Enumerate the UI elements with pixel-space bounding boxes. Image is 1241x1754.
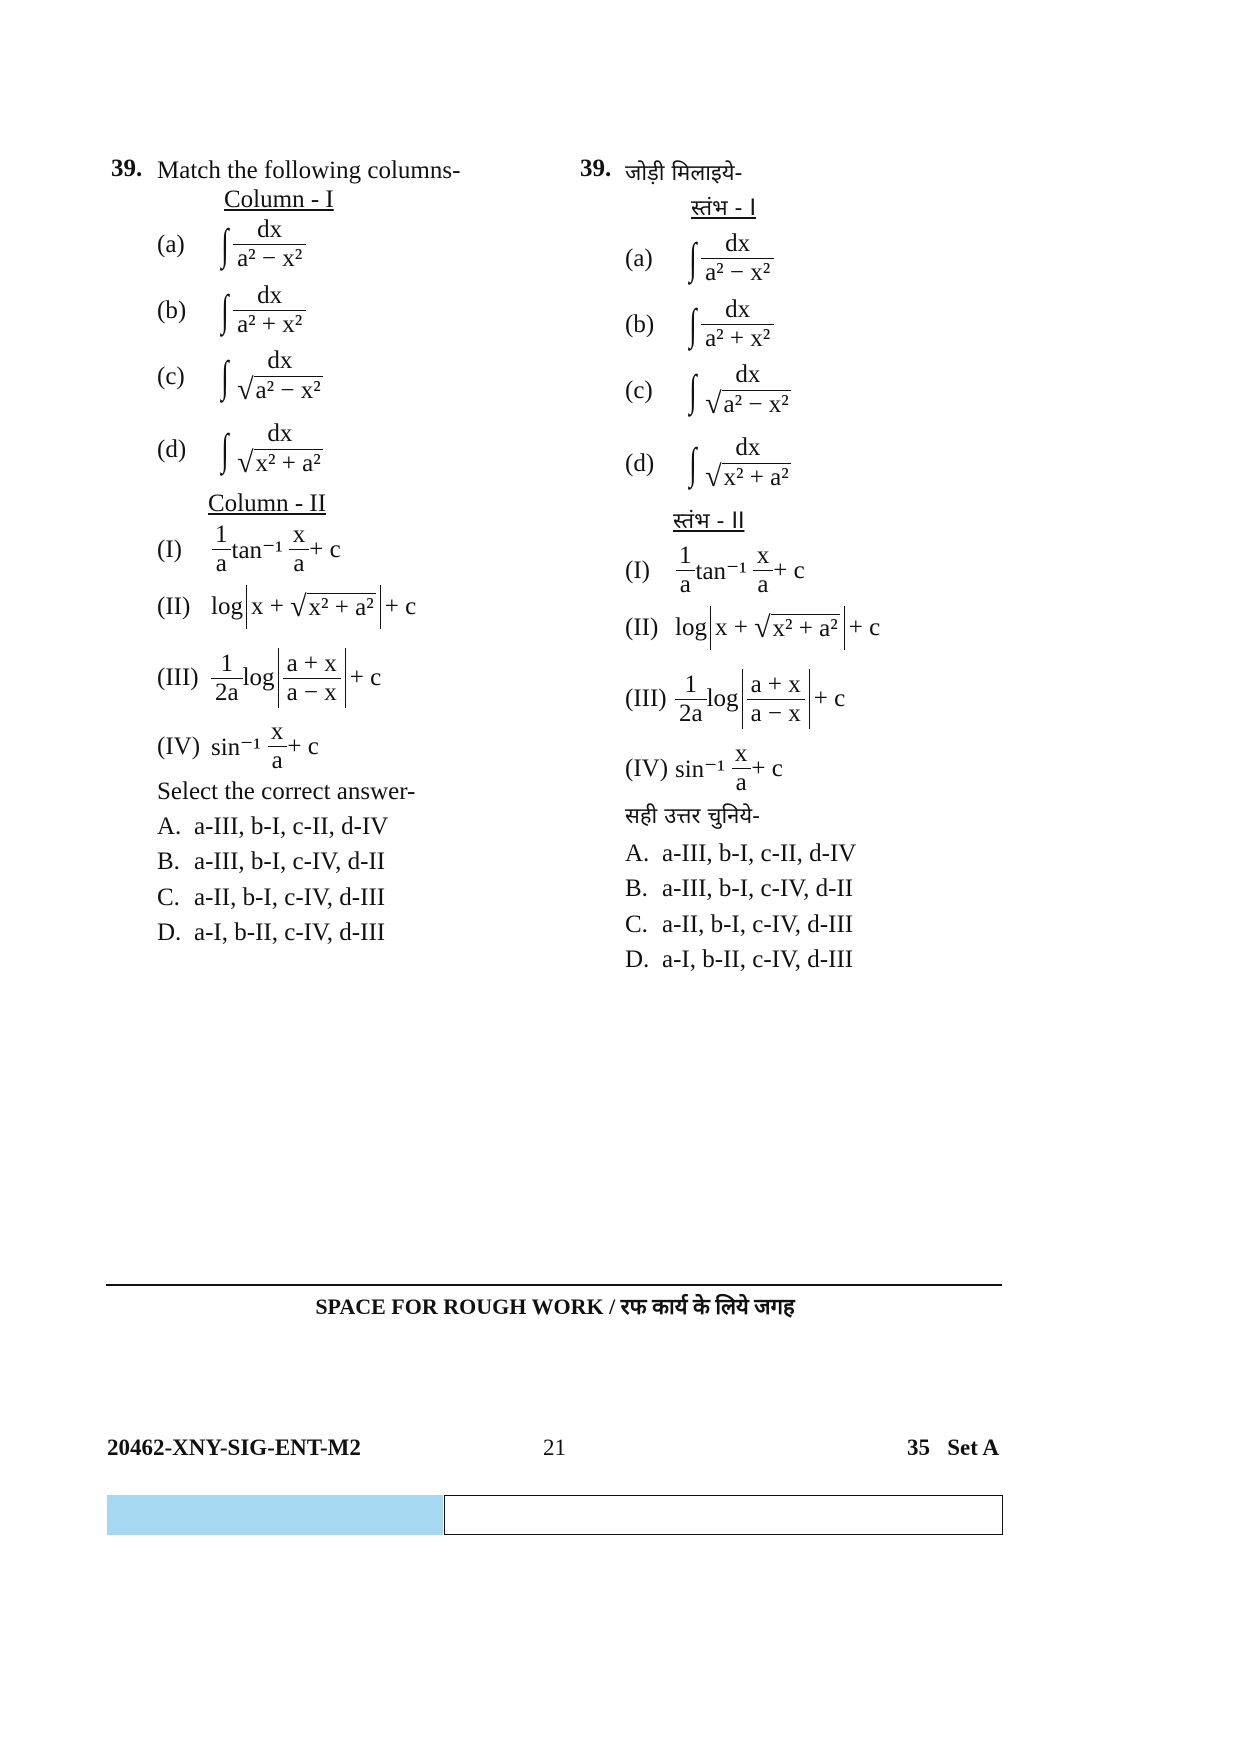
integral-icon: ∫: [689, 365, 697, 415]
item-label: (b): [625, 310, 655, 338]
integral-icon: ∫: [689, 299, 697, 349]
absolute-value: x + √ x² + a²: [710, 606, 845, 650]
rough-work-divider: [106, 1284, 1002, 1286]
option-b[interactable]: B. a-III, b-I, c-IV, d-II: [157, 848, 386, 875]
column-2-heading: Column - II: [208, 490, 327, 517]
item-label: (d): [625, 449, 655, 477]
col1-item-a: [157, 216, 306, 273]
col1-item-c: [625, 361, 795, 420]
col1-item-c: [157, 347, 327, 406]
fraction: $\frac{x}{a}$: [753, 542, 774, 599]
item-label: (a): [625, 244, 653, 272]
rough-work-label: SPACE FOR ROUGH WORK / रफ कार्य के लिये जगह: [315, 1294, 795, 1319]
integral-icon: ∫: [221, 219, 229, 269]
question-number: 39.: [111, 155, 143, 182]
sqrt-icon: √ x² + a²: [705, 460, 789, 493]
item-label: (d): [157, 435, 187, 463]
integral-icon: ∫: [689, 233, 697, 283]
fraction: $\frac{1}{a}$: [675, 542, 696, 599]
fraction: dx √ x² + a²: [705, 434, 789, 493]
item-label: (II): [625, 614, 659, 641]
select-answer-prompt: सही उत्तर चुनिये-: [625, 804, 761, 829]
item-label: (II): [157, 593, 191, 620]
item-label: (I): [625, 556, 650, 584]
fraction: $\frac{a + x}{a - x}$: [283, 650, 341, 707]
fraction: $\frac{dx}{\text{a² − x²}}$: [233, 216, 306, 273]
fraction: $\frac{1}{a}$: [211, 521, 232, 578]
absolute-value: [742, 669, 810, 729]
integral-icon: ∫: [221, 351, 229, 401]
col1-item-a: [625, 230, 774, 287]
item-label: (a): [157, 230, 185, 258]
question-title: Match the following columns-: [157, 157, 461, 184]
fraction: $\frac{1}{2a}$: [675, 671, 707, 728]
item-label: (IV): [157, 732, 201, 760]
select-answer-prompt: Select the correct answer-: [157, 778, 416, 805]
item-label: (IV): [625, 754, 669, 782]
column-2-heading: स्तंभ - II: [673, 509, 745, 534]
col2-item-III: (III) $\frac{1}{2a}$ log $\frac{a + x}{a - x}$ + c: [157, 648, 381, 708]
column-1-heading: स्तंभ - I: [691, 196, 756, 221]
item-label: (b): [157, 296, 187, 324]
option-c[interactable]: C. a-II, b-I, c-IV, d-III: [157, 884, 386, 911]
fraction: $\frac{dx}{\text{a² + x²}}$: [701, 296, 774, 353]
col2-item-IV: (IV) sin⁻¹ $\frac{x}{a}$ + c: [157, 718, 319, 774]
integral-icon: ∫: [221, 424, 229, 474]
color-strip: [107, 1495, 443, 1535]
item-label: (I): [157, 535, 182, 563]
col1-item-b: [625, 296, 774, 353]
absolute-value: x + √ x² + a²: [246, 585, 381, 629]
question-title: जोड़ी मिलाइये-: [625, 161, 743, 186]
fraction: dx √ x² + a²: [237, 420, 321, 479]
fraction: $\frac{x}{a}$: [731, 740, 752, 797]
option-d[interactable]: D. a-I, b-II, c-IV, d-III: [157, 919, 386, 946]
col2-item-I: (I) $\frac{1}{a}$ tan⁻¹ $\frac{x}{a}$ + c: [157, 521, 341, 577]
col2-item-II: (II) log x + √ x² + a² + c: [157, 585, 416, 629]
col2-item-II: (II) log x + √ x² + a² + c: [625, 606, 880, 650]
item-label: (III): [157, 664, 199, 691]
option-a[interactable]: A. a-III, b-I, c-II, d-IV: [157, 813, 389, 840]
item-label: (III): [625, 685, 667, 712]
set-label: 35 Set A: [907, 1435, 999, 1460]
fraction: $\frac{x}{a}$: [267, 718, 288, 775]
fraction: dx √ a² − x²: [705, 361, 789, 420]
paper-code: 20462-XNY-SIG-ENT-M2: [107, 1435, 361, 1460]
column-1-heading: Column - I: [224, 186, 334, 213]
sqrt-icon: √ x² + a²: [237, 446, 321, 479]
blank-box: [444, 1495, 1003, 1535]
option-c[interactable]: C. a-II, b-I, c-IV, d-III: [625, 911, 854, 938]
option-b[interactable]: B. a-III, b-I, c-IV, d-II: [625, 875, 854, 902]
fraction: $\frac{dx}{\text{a² − x²}}$: [701, 230, 774, 287]
sqrt-icon: √ a² − x²: [237, 373, 321, 406]
fraction: $\frac{1}{2a}$: [211, 650, 243, 707]
sqrt-icon: √ a² − x²: [705, 387, 789, 420]
fraction: $\frac{dx}{\text{a² + x²}}$: [233, 282, 306, 339]
integral-icon: ∫: [689, 438, 697, 488]
fraction: $\frac{a + x}{a - x}$: [747, 671, 805, 728]
item-label: (c): [157, 362, 185, 390]
fraction: $\frac{x}{a}$: [289, 521, 310, 578]
fraction: dx √ a² − x²: [237, 347, 321, 406]
col2-item-IV: (IV) sin⁻¹ $\frac{x}{a}$ + c: [625, 740, 783, 796]
col2-item-III: (III) $\frac{1}{2a}$ log $\frac{a + x}{a - x}$ + c: [625, 669, 845, 729]
col2-item-I: (I) $\frac{1}{a}$ tan⁻¹ $\frac{x}{a}$ + c: [625, 542, 805, 598]
col1-item-b: [157, 282, 306, 339]
sqrt-icon: √ x² + a²: [754, 611, 838, 644]
page-number: 21: [543, 1435, 566, 1460]
sqrt-icon: √ x² + a²: [290, 590, 374, 623]
absolute-value: [278, 648, 346, 708]
option-d[interactable]: D. a-I, b-II, c-IV, d-III: [625, 946, 854, 973]
col1-item-d: [157, 420, 327, 479]
item-label: (c): [625, 376, 653, 404]
question-number: 39.: [580, 155, 612, 182]
option-a[interactable]: A. a-III, b-I, c-II, d-IV: [625, 840, 857, 867]
integral-icon: ∫: [221, 285, 229, 335]
col1-item-d: [625, 434, 795, 493]
